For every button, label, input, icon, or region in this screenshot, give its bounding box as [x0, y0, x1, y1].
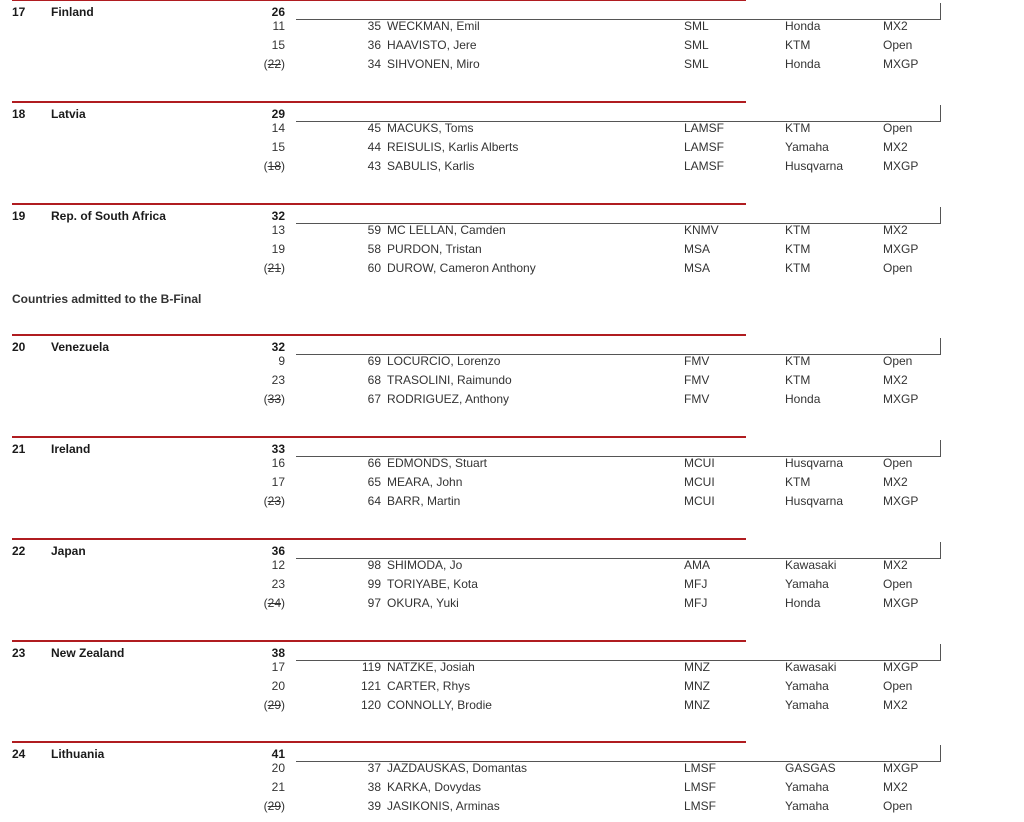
- team-separator-line: [12, 334, 746, 336]
- rider-name: MACUKS, Toms: [387, 121, 474, 135]
- rider-row: [0, 799, 1024, 818]
- rider-class: MX2: [883, 475, 908, 489]
- rider-federation: SML: [684, 38, 709, 52]
- rider-row: [0, 38, 1024, 57]
- rider-number: 35: [367, 19, 381, 33]
- rider-points: (21): [263, 261, 285, 275]
- rider-row: [0, 223, 1024, 242]
- rider-name: SIHVONEN, Miro: [387, 57, 480, 71]
- rider-brand: Yamaha: [785, 799, 829, 813]
- rider-points: (33): [263, 392, 285, 406]
- team-total-points: 33: [271, 442, 285, 456]
- rider-federation: LAMSF: [684, 140, 725, 154]
- rider-points: 23: [271, 577, 285, 591]
- rider-brand: Yamaha: [785, 577, 829, 591]
- rider-number: 65: [367, 475, 381, 489]
- rider-brand: KTM: [785, 373, 811, 387]
- rider-class: MX2: [883, 780, 908, 794]
- dropped-score: 18: [267, 159, 281, 173]
- rider-class: MX2: [883, 19, 908, 33]
- rider-class: MX2: [883, 223, 908, 237]
- rider-federation: LMSF: [684, 799, 717, 813]
- rider-brand: KTM: [785, 261, 811, 275]
- rider-name: RODRIGUEZ, Anthony: [387, 392, 510, 406]
- rider-class: Open: [883, 799, 913, 813]
- rider-brand: Honda: [785, 392, 821, 406]
- rider-brand: Honda: [785, 57, 821, 71]
- team-separator-line: [12, 0, 746, 1]
- team-bracket-line: [296, 338, 941, 355]
- rider-points: 19: [271, 242, 285, 256]
- team-country: Rep. of South Africa: [51, 209, 166, 223]
- rider-row: [0, 373, 1024, 392]
- rider-number: 39: [367, 799, 381, 813]
- rider-number: 69: [367, 354, 381, 368]
- rider-class: MXGP: [883, 596, 919, 610]
- rider-federation: MSA: [684, 261, 711, 275]
- rider-federation: FMV: [684, 354, 710, 368]
- team-position: 19: [12, 209, 26, 223]
- team-position: 24: [12, 747, 26, 761]
- rider-row: [0, 780, 1024, 799]
- rider-number: 68: [367, 373, 381, 387]
- team-separator-line: [12, 640, 746, 642]
- rider-brand: Husqvarna: [785, 494, 844, 508]
- rider-number: 38: [367, 780, 381, 794]
- rider-row: [0, 698, 1024, 717]
- rider-name: REISULIS, Karlis Alberts: [387, 140, 519, 154]
- rider-brand: KTM: [785, 38, 811, 52]
- rider-number: 58: [367, 242, 381, 256]
- rider-number: 34: [367, 57, 381, 71]
- team-country: Lithuania: [51, 747, 105, 761]
- team-position: 18: [12, 107, 26, 121]
- rider-points: 9: [278, 354, 285, 368]
- rider-points: 21: [271, 780, 285, 794]
- rider-row: [0, 19, 1024, 38]
- rider-number: 67: [367, 392, 381, 406]
- rider-brand: Yamaha: [785, 140, 829, 154]
- rider-federation: FMV: [684, 373, 710, 387]
- team-bracket-line: [296, 3, 941, 20]
- rider-brand: KTM: [785, 354, 811, 368]
- rider-federation: MCUI: [684, 456, 715, 470]
- dropped-score: 33: [267, 392, 281, 406]
- team-block: [0, 640, 1024, 720]
- team-country: New Zealand: [51, 646, 125, 660]
- rider-name: BARR, Martin: [387, 494, 461, 508]
- rider-brand: Honda: [785, 596, 821, 610]
- rider-number: 97: [367, 596, 381, 610]
- rider-class: MXGP: [883, 494, 919, 508]
- team-bracket-line: [296, 105, 941, 122]
- team-country: Latvia: [51, 107, 86, 121]
- rider-number: 98: [367, 558, 381, 572]
- rider-name: JAZDAUSKAS, Domantas: [387, 761, 528, 775]
- rider-row: [0, 596, 1024, 615]
- dropped-score: 29: [267, 799, 281, 813]
- team-block: [0, 101, 1024, 181]
- team-bracket-line: [296, 542, 941, 559]
- rider-row: [0, 761, 1024, 780]
- team-total-points: 29: [271, 107, 285, 121]
- rider-points: 16: [271, 456, 285, 470]
- rider-brand: Honda: [785, 19, 821, 33]
- team-block: [0, 538, 1024, 618]
- team-bracket-line: [296, 745, 941, 762]
- rider-federation: MNZ: [684, 698, 710, 712]
- rider-brand: KTM: [785, 475, 811, 489]
- rider-brand: KTM: [785, 223, 811, 237]
- rider-class: Open: [883, 261, 913, 275]
- rider-number: 60: [367, 261, 381, 275]
- rider-name: CONNOLLY, Brodie: [387, 698, 492, 712]
- rider-points: 23: [271, 373, 285, 387]
- rider-points: 13: [271, 223, 285, 237]
- rider-name: CARTER, Rhys: [387, 679, 471, 693]
- rider-points: (23): [263, 494, 285, 508]
- rider-number: 99: [367, 577, 381, 591]
- rider-class: MXGP: [883, 392, 919, 406]
- rider-class: MX2: [883, 140, 908, 154]
- dropped-score: 22: [267, 57, 281, 71]
- rider-row: [0, 261, 1024, 280]
- rider-row: [0, 159, 1024, 178]
- team-bracket-line: [296, 644, 941, 661]
- team-total-points: 32: [271, 209, 285, 223]
- rider-number: 43: [367, 159, 381, 173]
- team-separator-line: [12, 741, 746, 743]
- rider-number: 45: [367, 121, 381, 135]
- rider-points: 17: [271, 475, 285, 489]
- team-block: [0, 203, 1024, 283]
- rider-federation: MCUI: [684, 475, 715, 489]
- rider-brand: Kawasaki: [785, 558, 837, 572]
- rider-brand: Kawasaki: [785, 660, 837, 674]
- rider-federation: MNZ: [684, 660, 710, 674]
- rider-points: (29): [263, 698, 285, 712]
- rider-points: 15: [271, 140, 285, 154]
- rider-class: Open: [883, 577, 913, 591]
- rider-name: HAAVISTO, Jere: [387, 38, 477, 52]
- rider-points: (22): [263, 57, 285, 71]
- b-final-section-title: Countries admitted to the B-Final: [12, 292, 202, 306]
- rider-number: 37: [367, 761, 381, 775]
- dropped-score: 29: [267, 698, 281, 712]
- rider-federation: AMA: [684, 558, 711, 572]
- rider-federation: LAMSF: [684, 121, 725, 135]
- rider-federation: MNZ: [684, 679, 710, 693]
- rider-name: WECKMAN, Emil: [387, 19, 480, 33]
- rider-row: [0, 121, 1024, 140]
- rider-name: TORIYABE, Kota: [387, 577, 478, 591]
- rider-number: 64: [367, 494, 381, 508]
- rider-class: MXGP: [883, 159, 919, 173]
- rider-brand: KTM: [785, 242, 811, 256]
- rider-row: [0, 392, 1024, 411]
- team-position: 23: [12, 646, 26, 660]
- rider-federation: KNMV: [684, 223, 719, 237]
- team-position: 20: [12, 340, 26, 354]
- rider-brand: GASGAS: [785, 761, 836, 775]
- team-block: [0, 334, 1024, 414]
- rider-number: 121: [360, 679, 381, 693]
- rider-points: 15: [271, 38, 285, 52]
- team-separator-line: [12, 203, 746, 205]
- rider-class: MX2: [883, 698, 908, 712]
- rider-federation: MFJ: [684, 596, 708, 610]
- team-position: 17: [12, 5, 26, 19]
- rider-row: [0, 354, 1024, 373]
- rider-brand: Husqvarna: [785, 159, 844, 173]
- rider-number: 59: [367, 223, 381, 237]
- rider-federation: MCUI: [684, 494, 715, 508]
- rider-number: 44: [367, 140, 381, 154]
- team-total-points: 32: [271, 340, 285, 354]
- rider-points: (18): [263, 159, 285, 173]
- dropped-score: 21: [267, 261, 281, 275]
- rider-brand: Yamaha: [785, 698, 829, 712]
- rider-class: MXGP: [883, 660, 919, 674]
- rider-class: MX2: [883, 373, 908, 387]
- rider-brand: Yamaha: [785, 780, 829, 794]
- dropped-score: 24: [267, 596, 281, 610]
- rider-row: [0, 140, 1024, 159]
- team-block: [0, 436, 1024, 516]
- rider-number: 120: [360, 698, 381, 712]
- rider-brand: Husqvarna: [785, 456, 844, 470]
- rider-name: TRASOLINI, Raimundo: [387, 373, 512, 387]
- rider-points: (29): [263, 799, 285, 813]
- team-total-points: 38: [271, 646, 285, 660]
- rider-class: Open: [883, 354, 913, 368]
- rider-number: 66: [367, 456, 381, 470]
- rider-class: MXGP: [883, 57, 919, 71]
- rider-federation: LMSF: [684, 780, 717, 794]
- team-country: Ireland: [51, 442, 91, 456]
- rider-row: [0, 242, 1024, 261]
- rider-name: OKURA, Yuki: [387, 596, 459, 610]
- rider-name: EDMONDS, Stuart: [387, 456, 488, 470]
- team-bracket-line: [296, 207, 941, 224]
- rider-points: 14: [271, 121, 285, 135]
- team-country: Venezuela: [51, 340, 110, 354]
- rider-row: [0, 475, 1024, 494]
- rider-federation: SML: [684, 19, 709, 33]
- rider-federation: LAMSF: [684, 159, 725, 173]
- rider-class: Open: [883, 456, 913, 470]
- team-total-points: 26: [271, 5, 285, 19]
- team-total-points: 36: [271, 544, 285, 558]
- rider-class: MX2: [883, 558, 908, 572]
- rider-row: [0, 57, 1024, 76]
- team-country: Finland: [51, 5, 94, 19]
- rider-name: DUROW, Cameron Anthony: [387, 261, 536, 275]
- rider-name: MC LELLAN, Camden: [387, 223, 506, 237]
- team-separator-line: [12, 436, 746, 438]
- rider-name: JASIKONIS, Arminas: [387, 799, 500, 813]
- rider-row: [0, 679, 1024, 698]
- rider-federation: LMSF: [684, 761, 717, 775]
- rider-class: MXGP: [883, 761, 919, 775]
- rider-federation: SML: [684, 57, 709, 71]
- rider-number: 36: [367, 38, 381, 52]
- team-position: 22: [12, 544, 26, 558]
- rider-name: MEARA, John: [387, 475, 463, 489]
- rider-name: NATZKE, Josiah: [387, 660, 475, 674]
- rider-points: 12: [271, 558, 285, 572]
- rider-points: (24): [263, 596, 285, 610]
- rider-brand: Yamaha: [785, 679, 829, 693]
- rider-points: 20: [271, 761, 285, 775]
- rider-name: LOCURCIO, Lorenzo: [387, 354, 501, 368]
- team-separator-line: [12, 538, 746, 540]
- rider-row: [0, 660, 1024, 679]
- rider-federation: MFJ: [684, 577, 708, 591]
- team-separator-line: [12, 101, 746, 103]
- rider-points: 17: [271, 660, 285, 674]
- team-position: 21: [12, 442, 26, 456]
- rider-federation: FMV: [684, 392, 710, 406]
- rider-federation: MSA: [684, 242, 711, 256]
- rider-row: [0, 558, 1024, 577]
- rider-class: Open: [883, 38, 913, 52]
- rider-number: 119: [361, 660, 381, 674]
- rider-row: [0, 577, 1024, 596]
- rider-row: [0, 456, 1024, 475]
- rider-name: KARKA, Dovydas: [387, 780, 482, 794]
- rider-name: SABULIS, Karlis: [387, 159, 475, 173]
- rider-class: MXGP: [883, 242, 919, 256]
- rider-class: Open: [883, 121, 913, 135]
- team-bracket-line: [296, 440, 941, 457]
- team-block: [0, 741, 1024, 821]
- rider-name: SHIMODA, Jo: [387, 558, 463, 572]
- rider-points: 11: [272, 19, 285, 33]
- rider-points: 20: [271, 679, 285, 693]
- team-total-points: 41: [271, 747, 285, 761]
- rider-brand: KTM: [785, 121, 811, 135]
- team-block: [0, 0, 1024, 79]
- rider-row: [0, 494, 1024, 513]
- team-country: Japan: [51, 544, 86, 558]
- rider-name: PURDON, Tristan: [387, 242, 482, 256]
- dropped-score: 23: [267, 494, 281, 508]
- rider-class: Open: [883, 679, 913, 693]
